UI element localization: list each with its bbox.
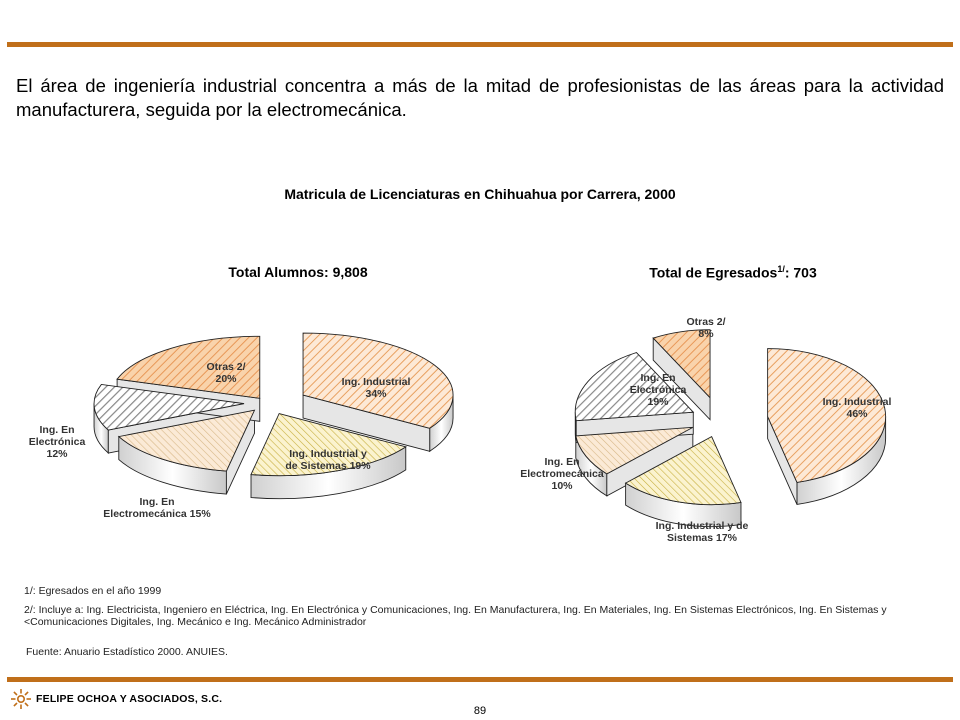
right-pie (575, 330, 885, 527)
slice-label-line: Ing. Industrial y (289, 448, 367, 460)
right-subtitle-main: Total de Egresados (649, 264, 778, 281)
slice-label-sistemas (656, 520, 749, 544)
slice-label-line: Electrónica (28, 436, 86, 448)
slice-label-line: Ing. En (39, 424, 75, 436)
footnote-2: 2/: Incluye a: Ing. Electricista, Ingeniero en Eléctrica, Ing. En Electrónica y Comunicaciones, Ing. En Manufacturera, Ing. En Materiales, Ing. En Sistemas Electrónicos, Ing. En Sistemas y <Comunicaciones Digitales, Ing. Mecánico e Ing. Mecánico Administrador (24, 604, 887, 628)
page-number: 89 (473, 705, 487, 717)
slice-label-line: Ing. En (640, 372, 676, 384)
slice-label-line: Sistemas 17% (666, 532, 738, 544)
slice-label-line: 20% (215, 373, 237, 385)
brand-name: FELIPE OCHOA Y ASOCIADOS, S.C. (36, 693, 223, 705)
slice-label-electromecanica (103, 496, 211, 520)
source-note: Fuente: Anuario Estadístico 2000. ANUIES. (26, 646, 228, 658)
slice-label-line: Ing. En (544, 456, 580, 468)
chart-main-title: Matricula de Licenciaturas en Chihuahua por Carrera, 2000 (284, 186, 676, 202)
slice-label-line: Electrónica (629, 384, 687, 396)
left-pie (94, 333, 453, 499)
slice-label-electronica (29, 424, 86, 460)
slice-label-line: Ing. Industrial (822, 396, 892, 408)
slice-label-line: 8% (698, 328, 714, 340)
slice-label-line: de Sistemas 19% (285, 460, 371, 472)
left-chart-subtitle: Total Alumnos: 9,808 (228, 264, 368, 280)
slice-label-sistemas (285, 448, 371, 472)
slice-label-line: Ing. En (139, 496, 175, 508)
right-subtitle-total: : 703 (784, 264, 817, 281)
slice-label-line: Electromecánica (520, 468, 604, 480)
bottom-rule (7, 677, 953, 682)
intro-paragraph: El área de ingeniería industrial concentra a más de la mitad de profesionistas de las áreas para la actividad manufacturera, seguida por la electromecánica. (16, 75, 944, 120)
slice-label-line: Otras 2/ (206, 361, 246, 373)
slice-label-line: Ing. Industrial y de (655, 520, 749, 532)
slice-label-line: 10% (551, 480, 573, 492)
slice-label-line: 34% (365, 388, 387, 400)
slice-label-line: Otras 2/ (686, 316, 726, 328)
footnote-1: 1/: Egresados en el año 1999 (24, 585, 162, 597)
slice-label-line: 12% (46, 448, 68, 460)
slice-label-line: 46% (846, 408, 868, 420)
slice-label-line: Electromecánica 15% (103, 508, 211, 520)
slice-label-line: Ing. Industrial (341, 376, 411, 388)
slice-label-line: 19% (647, 396, 669, 408)
right-subtitle-footnote-mark: 1/ (777, 264, 785, 274)
